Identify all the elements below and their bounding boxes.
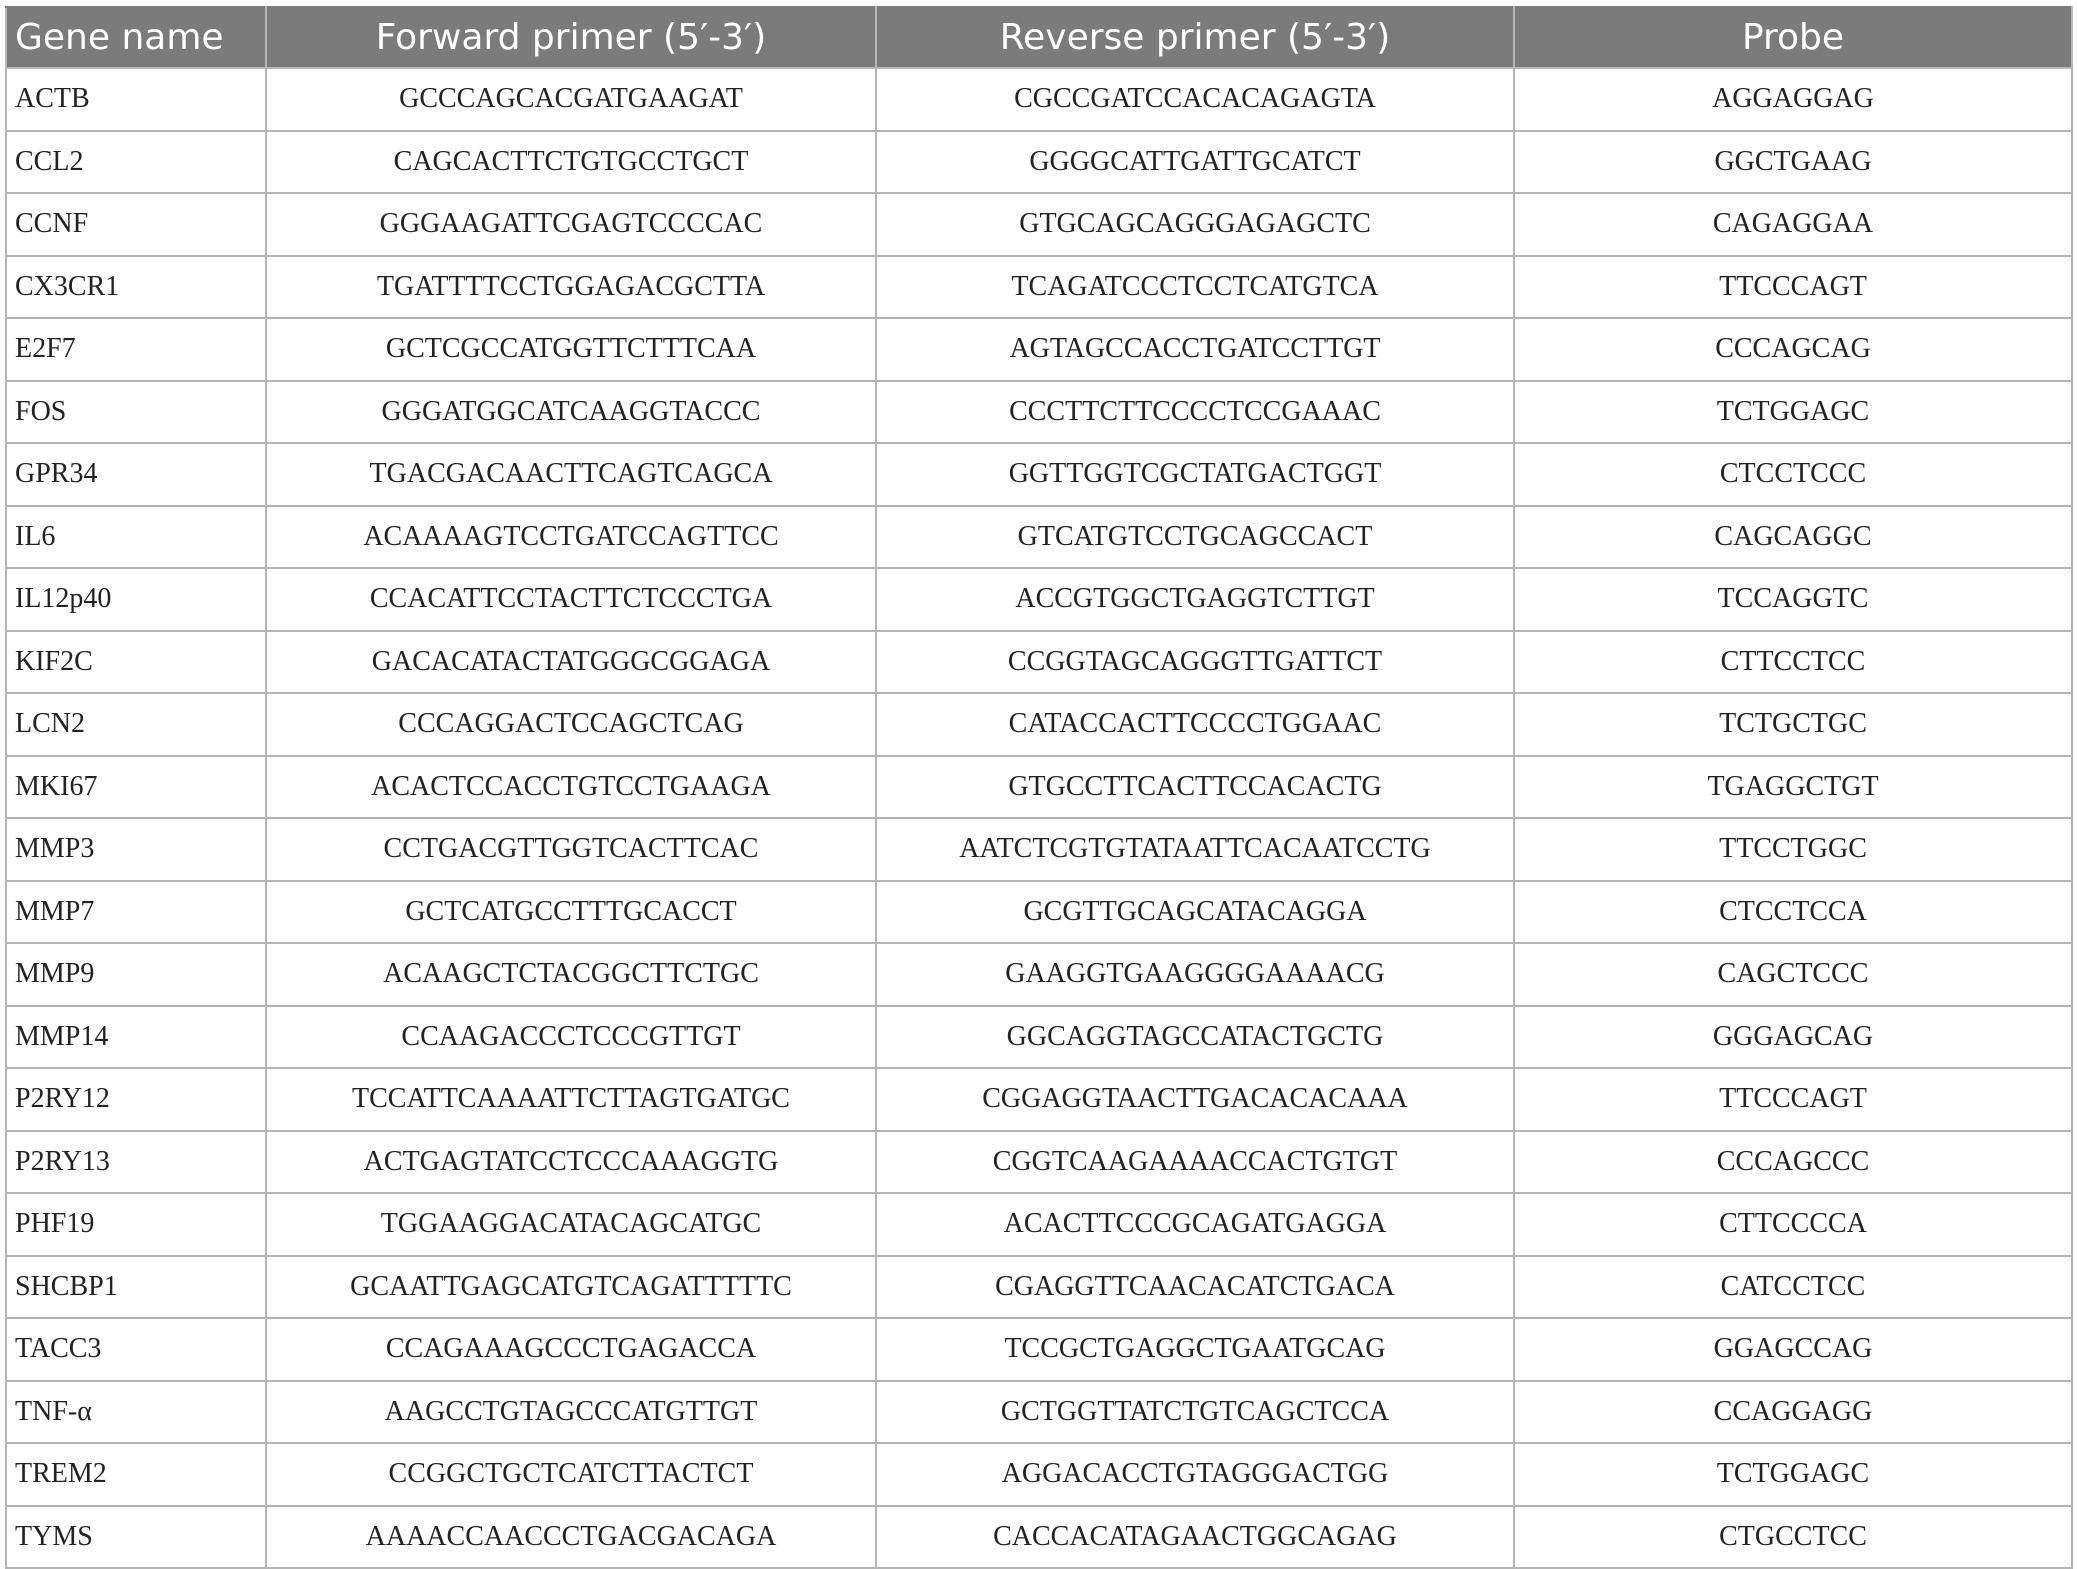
forward-primer-cell: TGACGACAACTTCAGTCAGCA <box>266 443 876 506</box>
reverse-primer-cell: GAAGGTGAAGGGGAAAACG <box>876 943 1514 1006</box>
reverse-primer-cell: CGGTCAAGAAAACCACTGTGT <box>876 1131 1514 1194</box>
reverse-primer-cell: GGGGCATTGATTGCATCT <box>876 131 1514 194</box>
gene-name-cell: MMP14 <box>6 1006 266 1069</box>
gene-name-cell: CCL2 <box>6 131 266 194</box>
gene-name-cell: IL12p40 <box>6 568 266 631</box>
gene-name-cell: TACC3 <box>6 1318 266 1381</box>
probe-cell: CCCAGCAG <box>1514 318 2072 381</box>
forward-primer-cell: ACAAGCTCTACGGCTTCTGC <box>266 943 876 1006</box>
table-row <box>6 693 2072 756</box>
table-row <box>6 818 2072 881</box>
forward-primer-cell: GACACATACTATGGGCGGAGA <box>266 631 876 694</box>
primer-table <box>5 6 2073 1569</box>
table-row <box>6 318 2072 381</box>
table-row <box>6 1256 2072 1319</box>
probe-cell: CAGCTCCC <box>1514 943 2072 1006</box>
forward-primer-cell: CCCAGGACTCCAGCTCAG <box>266 693 876 756</box>
probe-cell: TTCCCAGT <box>1514 256 2072 319</box>
forward-primer-cell: TCCATTCAAAATTCTTAGTGATGC <box>266 1068 876 1131</box>
probe-cell: TTCCTGGC <box>1514 818 2072 881</box>
table-row <box>6 506 2072 569</box>
table-row <box>6 193 2072 256</box>
forward-primer-cell: GCTCGCCATGGTTCTTTCAA <box>266 318 876 381</box>
gene-name-cell: TREM2 <box>6 1443 266 1506</box>
gene-name-cell: GPR34 <box>6 443 266 506</box>
table-row <box>6 1381 2072 1444</box>
reverse-primer-cell: CGGAGGTAACTTGACACACAAA <box>876 1068 1514 1131</box>
reverse-primer-cell: TCAGATCCCTCCTCATGTCA <box>876 256 1514 319</box>
probe-cell: TCTGGAGC <box>1514 381 2072 444</box>
primer-table-container <box>5 6 2071 1569</box>
gene-name-cell: IL6 <box>6 506 266 569</box>
reverse-primer-cell: GTGCCTTCACTTCCACACTG <box>876 756 1514 819</box>
probe-cell: CTGCCTCC <box>1514 1506 2072 1569</box>
gene-name-cell: TYMS <box>6 1506 266 1569</box>
reverse-primer-cell: GTCATGTCCTGCAGCCACT <box>876 506 1514 569</box>
reverse-primer-cell: CGCCGATCCACACAGAGTA <box>876 68 1514 131</box>
header-row <box>6 7 2072 68</box>
reverse-primer-cell: CGAGGTTCAACACATCTGACA <box>876 1256 1514 1319</box>
gene-name-cell: ACTB <box>6 68 266 131</box>
table-row <box>6 881 2072 944</box>
gene-name-cell: MKI67 <box>6 756 266 819</box>
forward-primer-cell: CCTGACGTTGGTCACTTCAC <box>266 818 876 881</box>
table-row <box>6 631 2072 694</box>
reverse-primer-cell: TCCGCTGAGGCTGAATGCAG <box>876 1318 1514 1381</box>
probe-cell: TCTGCTGC <box>1514 693 2072 756</box>
probe-cell: CCAGGAGG <box>1514 1381 2072 1444</box>
reverse-primer-cell: CCGGTAGCAGGGTTGATTCT <box>876 631 1514 694</box>
header-probe: Probe <box>1514 7 2072 68</box>
gene-name-cell: LCN2 <box>6 693 266 756</box>
table-row <box>6 381 2072 444</box>
probe-cell: CTTCCTCC <box>1514 631 2072 694</box>
gene-name-cell: TNF-α <box>6 1381 266 1444</box>
forward-primer-cell: TGATTTTCCTGGAGACGCTTA <box>266 256 876 319</box>
reverse-primer-cell: GGTTGGTCGCTATGACTGGT <box>876 443 1514 506</box>
forward-primer-cell: CCACATTCCTACTTCTCCCTGA <box>266 568 876 631</box>
gene-name-cell: MMP3 <box>6 818 266 881</box>
reverse-primer-cell: ACCGTGGCTGAGGTCTTGT <box>876 568 1514 631</box>
probe-cell: TCTGGAGC <box>1514 1443 2072 1506</box>
table-row <box>6 68 2072 131</box>
probe-cell: CCCAGCCC <box>1514 1131 2072 1194</box>
probe-cell: CATCCTCC <box>1514 1256 2072 1319</box>
probe-cell: TGAGGCTGT <box>1514 756 2072 819</box>
probe-cell: CTCCTCCA <box>1514 881 2072 944</box>
header-forward-primer: Forward primer (5′-3′) <box>266 7 876 68</box>
table-row <box>6 1131 2072 1194</box>
table-row <box>6 943 2072 1006</box>
forward-primer-cell: AAGCCTGTAGCCCATGTTGT <box>266 1381 876 1444</box>
forward-primer-cell: CCAGAAAGCCCTGAGACCA <box>266 1318 876 1381</box>
forward-primer-cell: GGGATGGCATCAAGGTACCC <box>266 381 876 444</box>
reverse-primer-cell: CACCACATAGAACTGGCAGAG <box>876 1506 1514 1569</box>
reverse-primer-cell: CATACCACTTCCCCTGGAAC <box>876 693 1514 756</box>
table-row <box>6 1068 2072 1131</box>
table-row <box>6 756 2072 819</box>
probe-cell: TTCCCAGT <box>1514 1068 2072 1131</box>
forward-primer-cell: GGGAAGATTCGAGTCCCCAC <box>266 193 876 256</box>
forward-primer-cell: ACACTCCACCTGTCCTGAAGA <box>266 756 876 819</box>
header-gene-name: Gene name <box>6 7 266 68</box>
forward-primer-cell: ACTGAGTATCCTCCCAAAGGTG <box>266 1131 876 1194</box>
probe-cell: CTCCTCCC <box>1514 443 2072 506</box>
table-header <box>6 7 2072 68</box>
forward-primer-cell: GCCCAGCACGATGAAGAT <box>266 68 876 131</box>
gene-name-cell: CX3CR1 <box>6 256 266 319</box>
forward-primer-cell: CCAAGACCCTCCCGTTGT <box>266 1006 876 1069</box>
table-row <box>6 131 2072 194</box>
reverse-primer-cell: ACACTTCCCGCAGATGAGGA <box>876 1193 1514 1256</box>
reverse-primer-cell: GGCAGGTAGCCATACTGCTG <box>876 1006 1514 1069</box>
table-row <box>6 1006 2072 1069</box>
gene-name-cell: MMP9 <box>6 943 266 1006</box>
probe-cell: CAGAGGAA <box>1514 193 2072 256</box>
reverse-primer-cell: AGGACACCTGTAGGGACTGG <box>876 1443 1514 1506</box>
reverse-primer-cell: AGTAGCCACCTGATCCTTGT <box>876 318 1514 381</box>
forward-primer-cell: CAGCACTTCTGTGCCTGCT <box>266 131 876 194</box>
table-row <box>6 1506 2072 1569</box>
forward-primer-cell: CCGGCTGCTCATCTTACTCT <box>266 1443 876 1506</box>
gene-name-cell: E2F7 <box>6 318 266 381</box>
gene-name-cell: MMP7 <box>6 881 266 944</box>
reverse-primer-cell: GCTGGTTATCTGTCAGCTCCA <box>876 1381 1514 1444</box>
gene-name-cell: P2RY13 <box>6 1131 266 1194</box>
reverse-primer-cell: GTGCAGCAGGGAGAGCTC <box>876 193 1514 256</box>
reverse-primer-cell: GCGTTGCAGCATACAGGA <box>876 881 1514 944</box>
gene-name-cell: PHF19 <box>6 1193 266 1256</box>
probe-cell: GGGAGCAG <box>1514 1006 2072 1069</box>
table-row <box>6 568 2072 631</box>
forward-primer-cell: AAAACCAACCCTGACGACAGA <box>266 1506 876 1569</box>
gene-name-cell: KIF2C <box>6 631 266 694</box>
gene-name-cell: SHCBP1 <box>6 1256 266 1319</box>
forward-primer-cell: TGGAAGGACATACAGCATGC <box>266 1193 876 1256</box>
reverse-primer-cell: AATCTCGTGTATAATTCACAATCCTG <box>876 818 1514 881</box>
gene-name-cell: P2RY12 <box>6 1068 266 1131</box>
forward-primer-cell: GCAATTGAGCATGTCAGATTTTTC <box>266 1256 876 1319</box>
header-reverse-primer: Reverse primer (5′-3′) <box>876 7 1514 68</box>
probe-cell: CTTCCCCA <box>1514 1193 2072 1256</box>
probe-cell: AGGAGGAG <box>1514 68 2072 131</box>
table-row <box>6 1318 2072 1381</box>
probe-cell: TCCAGGTC <box>1514 568 2072 631</box>
probe-cell: CAGCAGGC <box>1514 506 2072 569</box>
gene-name-cell: FOS <box>6 381 266 444</box>
forward-primer-cell: ACAAAAGTCCTGATCCAGTTCC <box>266 506 876 569</box>
table-row <box>6 256 2072 319</box>
table-row <box>6 443 2072 506</box>
probe-cell: GGAGCCAG <box>1514 1318 2072 1381</box>
table-row <box>6 1193 2072 1256</box>
reverse-primer-cell: CCCTTCTTCCCCTCCGAAAC <box>876 381 1514 444</box>
probe-cell: GGCTGAAG <box>1514 131 2072 194</box>
table-body <box>6 68 2072 1568</box>
gene-name-cell: CCNF <box>6 193 266 256</box>
table-row <box>6 1443 2072 1506</box>
forward-primer-cell: GCTCATGCCTTTGCACCT <box>266 881 876 944</box>
